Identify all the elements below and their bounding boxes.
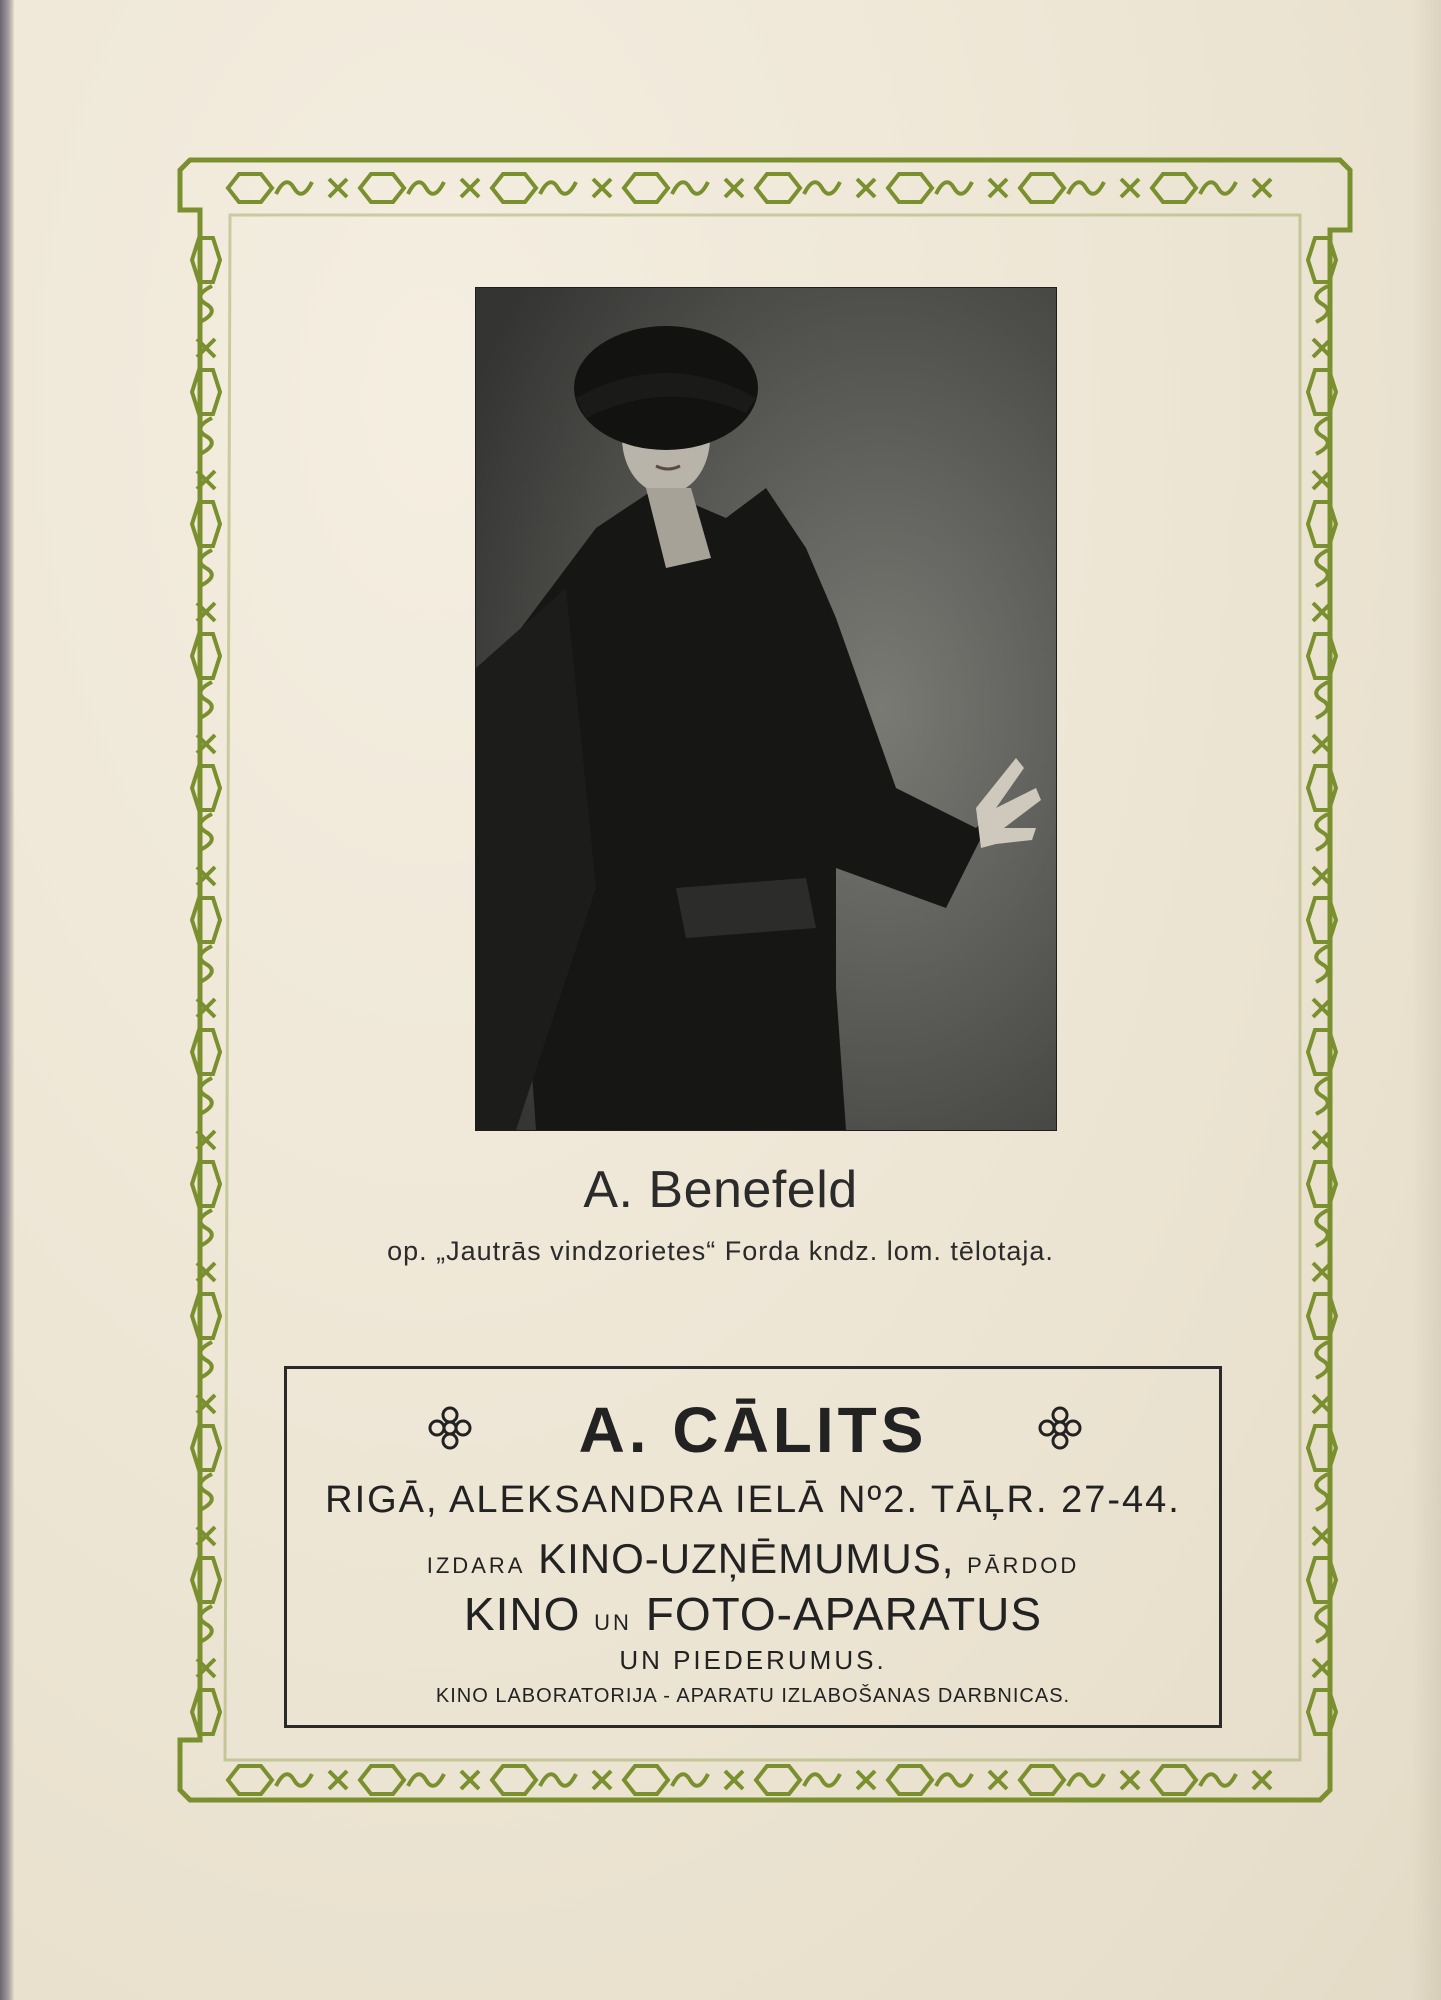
border-motif (1152, 1766, 1196, 1794)
portrait-photo (476, 288, 1056, 1130)
border-motif (360, 174, 404, 202)
border-motif (192, 1690, 220, 1734)
border-motif (1316, 1474, 1328, 1510)
border-motif (461, 1771, 479, 1789)
border-motif (492, 174, 536, 202)
border-motif (192, 1294, 220, 1338)
ad-title: A. CĀLITS (578, 1394, 928, 1466)
ad-address: RIGĀ, ALEKSANDRA IELĀ Nº2. TĀĻR. 27-44. (325, 1479, 1181, 1521)
border-motif (540, 1774, 576, 1786)
border-motif (1152, 174, 1196, 202)
border-motif (1316, 946, 1328, 982)
border-motif (989, 179, 1007, 197)
ad-products-kino: KINO (463, 1588, 581, 1640)
ad-services-main: KINO-UZŅĒMUMUS, (538, 1535, 955, 1582)
border-motif (936, 1774, 972, 1786)
border-motif (756, 1766, 800, 1794)
border-motif (461, 179, 479, 197)
border-motif (192, 238, 220, 282)
border-motif (593, 179, 611, 197)
caption-name: A. Benefeld (583, 1161, 858, 1219)
border-motif (1200, 182, 1236, 194)
border-motif (408, 1774, 444, 1786)
border-motif (1316, 418, 1328, 454)
border-motif (192, 1558, 220, 1602)
border-motif (329, 179, 347, 197)
border-motif (1316, 682, 1328, 718)
border-motif (989, 1771, 1007, 1789)
ad-products-line (287, 1587, 1219, 1641)
border-motif (1316, 1606, 1328, 1642)
border-motif (1316, 814, 1328, 850)
border-motif (593, 1771, 611, 1789)
border-motif (672, 1774, 708, 1786)
border-motif (228, 1766, 272, 1794)
border-motif (1020, 174, 1064, 202)
border-motif (192, 370, 220, 414)
border-motif (624, 1766, 668, 1794)
border-motif (276, 182, 312, 194)
border-motif (192, 766, 220, 810)
border-motif (857, 179, 875, 197)
border-motif (192, 634, 220, 678)
ad-services-line (287, 1535, 1219, 1583)
border-motif (1121, 1771, 1139, 1789)
advertisement-box (284, 1366, 1222, 1728)
border-motif (1253, 179, 1271, 197)
border-motif (1121, 179, 1139, 197)
border-motif (888, 1766, 932, 1794)
border-motif (1068, 1774, 1104, 1786)
border-motif (1200, 1774, 1236, 1786)
border-motif (408, 182, 444, 194)
border-motif (804, 1774, 840, 1786)
border-motif (857, 1771, 875, 1789)
border-motif (1316, 550, 1328, 586)
border-motif (192, 1030, 220, 1074)
border-motif (1316, 1078, 1328, 1114)
border-motif (725, 1771, 743, 1789)
ad-accessories-line: UN PIEDERUMUS. (619, 1645, 887, 1675)
ad-services-suffix: PĀRDOD (967, 1553, 1080, 1578)
border-motif (725, 179, 743, 197)
ad-products-foto: FOTO-APARATUS (645, 1588, 1043, 1640)
border-motif (540, 182, 576, 194)
border-motif (276, 1774, 312, 1786)
ad-laboratory-line: KINO LABORATORIJA - APARATU IZLABOŠANAS DARBNICAS. (435, 1685, 1071, 1707)
border-motif (936, 182, 972, 194)
border-motif (1316, 1342, 1328, 1378)
ad-products-un: UN (594, 1610, 632, 1635)
border-motif (624, 174, 668, 202)
border-motif (888, 174, 932, 202)
border-motif (492, 1766, 536, 1794)
border-motif (192, 1426, 220, 1470)
border-motif (329, 1771, 347, 1789)
border-motif (228, 174, 272, 202)
border-motif (1316, 286, 1328, 322)
ad-services-prefix: IZDARA (426, 1553, 526, 1578)
border-motif (1253, 1771, 1271, 1789)
border-motif (756, 174, 800, 202)
border-motif (1020, 1766, 1064, 1794)
caption-role: op. „Jautrās vindzorietes“ Forda kndz. lom. tēlotaja. (387, 1236, 1054, 1266)
border-motif (192, 502, 220, 546)
border-motif (804, 182, 840, 194)
border-motif (672, 182, 708, 194)
border-motif (360, 1766, 404, 1794)
border-motif (1068, 182, 1104, 194)
border-motif (192, 898, 220, 942)
